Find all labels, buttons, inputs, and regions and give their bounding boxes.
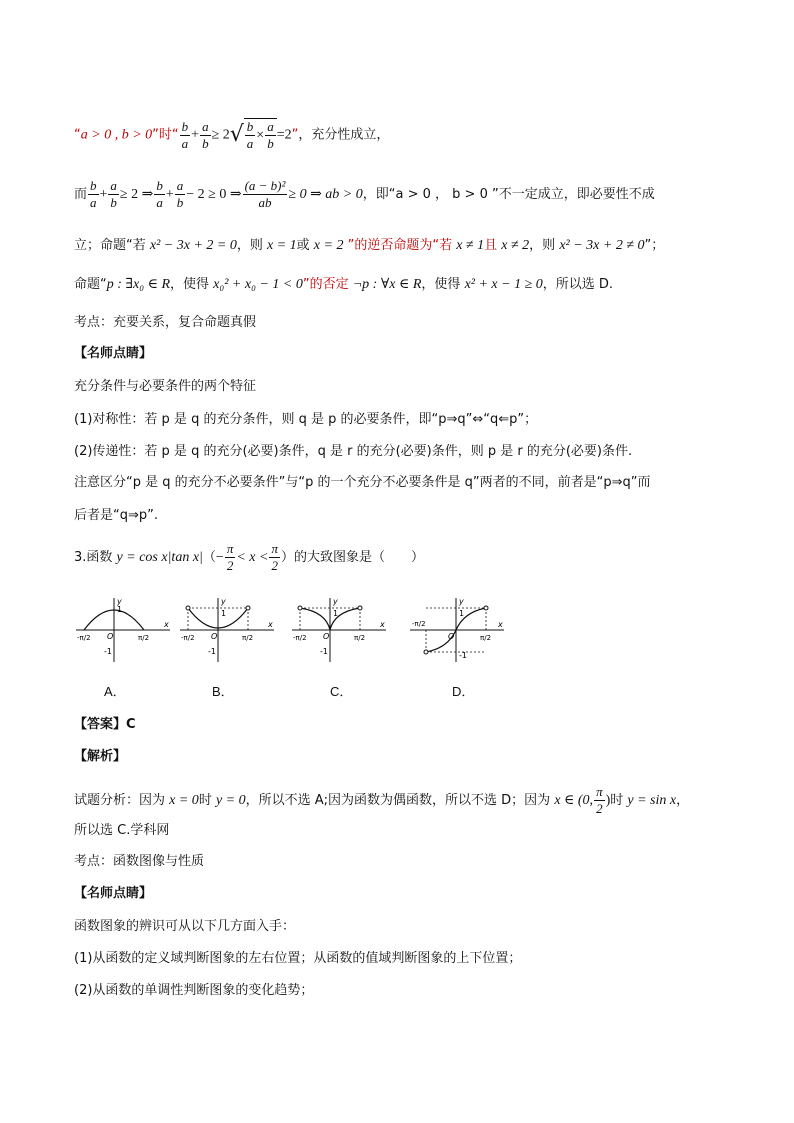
plus: + — [99, 187, 108, 202]
question-tail: 的大致图象是（ ） — [293, 550, 424, 565]
tick-label: -π/2 — [412, 620, 426, 628]
tick-label: -1 — [320, 647, 328, 656]
fraction: $\frac{\text{(a − b)²}}{ab}$ — [244, 178, 286, 210]
question-3 — [74, 541, 424, 574]
quote: “ — [171, 127, 179, 143]
math-expr: x = 2 — [313, 238, 344, 253]
axis-label-x: x — [380, 620, 385, 629]
implies: − 2 ≥ 0 ⇒ — [186, 187, 242, 202]
text: ，所以选 D. — [542, 277, 614, 292]
text: ”的否定 — [302, 277, 353, 292]
tezheng-title: 充分条件与必要条件的两个特征 — [74, 379, 257, 394]
math-expr: x² + x − 1 ≥ 0 — [464, 277, 543, 292]
kaodian-2: 考点：函数图像与性质 — [74, 854, 205, 869]
er-text: 而 — [74, 187, 88, 202]
math-expr: y = 0 — [215, 793, 246, 808]
zhuyi-1: 注意区分“p 是 q 的充分不必要条件”与“p 的一个充分不必要条件是 q”两者的不同，前者是“p⇒q”而 — [74, 475, 651, 490]
tick-label: 1 — [221, 609, 227, 618]
fraction: $\frac{a}{b}$ — [202, 118, 209, 151]
axis-label-x: x — [164, 620, 169, 629]
analysis-line-2: 所以选 C.学科网 — [74, 823, 170, 838]
graph-c[interactable] — [290, 596, 390, 666]
tick-label: 1 — [459, 609, 465, 618]
origin-label: O — [211, 632, 218, 641]
fraction: $\frac{b}{a}$ — [156, 178, 163, 210]
function-expr: y = cos x|tan x| — [116, 550, 203, 565]
ge-two: ≥ 2 — [211, 127, 230, 143]
eq-two: =2 — [276, 127, 292, 143]
answer: 【答案】C — [74, 717, 136, 732]
bianshi-intro: 函数图象的辨识可从以下几方面入手： — [74, 919, 296, 934]
option-a[interactable]: A． — [104, 684, 126, 699]
bianshi-1: (1)从函数的定义域判断图象的左右位置；从函数的值域判断图象的上下位置； — [74, 951, 522, 966]
tick-label: π/2 — [138, 634, 150, 642]
tick-label: -π/2 — [77, 634, 91, 642]
kaodian-1: 考点：充要关系，复合命题真假 — [74, 315, 257, 330]
graph-d[interactable] — [408, 596, 508, 666]
axis-label-x: x — [498, 620, 503, 629]
math-expr: ≥ 0 ⇒ ab > 0 — [288, 187, 363, 202]
option-c[interactable]: C． — [330, 684, 353, 699]
bianshi-2: (2)从函数的单调性判断图象的变化趋势； — [74, 983, 314, 998]
option-d[interactable]: D． — [452, 684, 475, 699]
plus: + — [165, 187, 174, 202]
fraction: $\frac{a}{b}$ — [267, 119, 274, 151]
zhuyi-2: 后者是“q⇒p”. — [74, 508, 158, 523]
quote: ” — [152, 127, 159, 143]
tick-label: -1 — [104, 647, 112, 656]
math-expr: x ≠ 2 — [501, 238, 530, 253]
tick-label: -1 — [208, 647, 216, 656]
question-number: 3.函数 — [74, 550, 117, 565]
text: ”的逆否命题为“若 — [343, 238, 457, 253]
text: ，即“a > 0 ， b > 0 ”不一定成立，即必要性不成 — [362, 187, 655, 202]
quote: ” — [291, 127, 299, 143]
shi-text: 时 — [158, 127, 172, 143]
tick-label: -1 — [459, 651, 467, 660]
text: ，则 — [236, 238, 267, 253]
tick-label: π/2 — [354, 634, 366, 642]
math-expr: x² − 3x + 2 = 0 — [149, 238, 237, 253]
text: ，使得 — [170, 277, 214, 292]
tail-text: ，充分性成立， — [298, 127, 390, 143]
minus: − — [215, 550, 224, 565]
math-expr: p : ∃x₀ ∈ R — [106, 277, 171, 292]
tick-label: π/2 — [242, 634, 254, 642]
times: × — [256, 128, 265, 143]
contrapositive-line — [74, 237, 664, 255]
axis-label-y: y — [117, 597, 122, 606]
fraction: $\frac{b}{a}$ — [246, 119, 254, 151]
math-expr: x ∈ (0, — [554, 793, 594, 808]
tick-label: π/2 — [480, 634, 492, 642]
fraction: $\frac{b}{a}$ — [181, 118, 189, 151]
text: ，所以不选 A;因为函数为偶函数，所以不选 D；因为 — [245, 793, 555, 808]
sufficiency-line — [74, 118, 389, 152]
tick-label: 1 — [333, 609, 339, 618]
math-expr: y = sin x — [627, 793, 677, 808]
math-expr: ¬p : ∀x ∈ R — [352, 277, 422, 292]
jiexi-heading: 【解析】 — [74, 749, 127, 764]
necessity-line — [74, 178, 655, 211]
axis-label-y: y — [221, 597, 226, 606]
math-expr: x₀² + x₀ − 1 < 0 — [213, 277, 303, 292]
fraction: $\frac{\pi}{2}$ — [226, 541, 234, 573]
analysis-line — [74, 784, 689, 817]
plus: + — [191, 127, 200, 143]
fraction: $\frac{a}{b}$ — [110, 178, 117, 210]
text: ”； — [644, 238, 665, 253]
graph-a[interactable] — [74, 596, 174, 666]
graph-b[interactable] — [178, 596, 278, 666]
text: ，则 — [529, 238, 560, 253]
fraction: $\frac{b}{a}$ — [90, 178, 97, 210]
tick-label: -π/2 — [181, 634, 195, 642]
origin-label: O — [107, 632, 114, 641]
option-b[interactable]: B． — [212, 684, 234, 699]
paren: ） — [280, 550, 294, 565]
fraction: $\frac{\pi}{2}$ — [271, 541, 278, 573]
condition: a > 0 , b > 0 — [80, 127, 153, 143]
axis-label-y: y — [333, 597, 338, 606]
tick-label: 1 — [117, 605, 123, 614]
tezheng-2: (2)传递性：若 p 是 q 的充分(必要)条件，q 是 r 的充分(必要)条件，则 p 是 r 的充分(必要)条件. — [74, 444, 633, 459]
origin-label: O — [323, 632, 330, 641]
text: ，使得 — [421, 277, 465, 292]
math-expr: x = 0 — [169, 793, 199, 808]
quote: “ — [74, 127, 81, 143]
mingshi-heading-1: 【名师点睛】 — [74, 346, 153, 361]
text: 或 — [296, 238, 314, 253]
paren: ) — [605, 793, 611, 808]
tick-label: -π/2 — [293, 634, 307, 642]
text: 命题“ — [74, 277, 107, 292]
implies: ≥ 2 ⇒ — [119, 187, 154, 202]
text: 试题分析：因为 — [74, 793, 170, 808]
math-expr: x ≠ 1 — [456, 238, 485, 253]
text: 时 — [610, 793, 628, 808]
text: ， — [676, 793, 690, 808]
axis-label-x: x — [268, 620, 273, 629]
tezheng-1: (1)对称性：若 p 是 q 的充分条件，则 q 是 p 的必要条件，即“p⇒q”⇔“q⇐p”； — [74, 412, 538, 427]
inequality: < x < — [236, 550, 269, 565]
fraction: $\frac{\pi}{2}$ — [596, 784, 603, 816]
text: 且 — [484, 238, 502, 253]
text: 时 — [198, 793, 216, 808]
sqrt-icon: √ — [229, 122, 244, 147]
math-expr: x = 1 — [266, 238, 297, 253]
text: 立；命题“若 — [74, 238, 150, 253]
paren: （ — [202, 550, 216, 565]
mingshi-heading-2: 【名师点睛】 — [74, 886, 153, 901]
origin-label: O — [448, 632, 455, 641]
negation-line — [74, 276, 613, 294]
fraction: $\frac{a}{b}$ — [176, 178, 184, 210]
sqrt-body — [244, 118, 277, 152]
math-expr: x² − 3x + 2 ≠ 0 — [559, 238, 645, 253]
axis-label-y: y — [459, 597, 464, 606]
